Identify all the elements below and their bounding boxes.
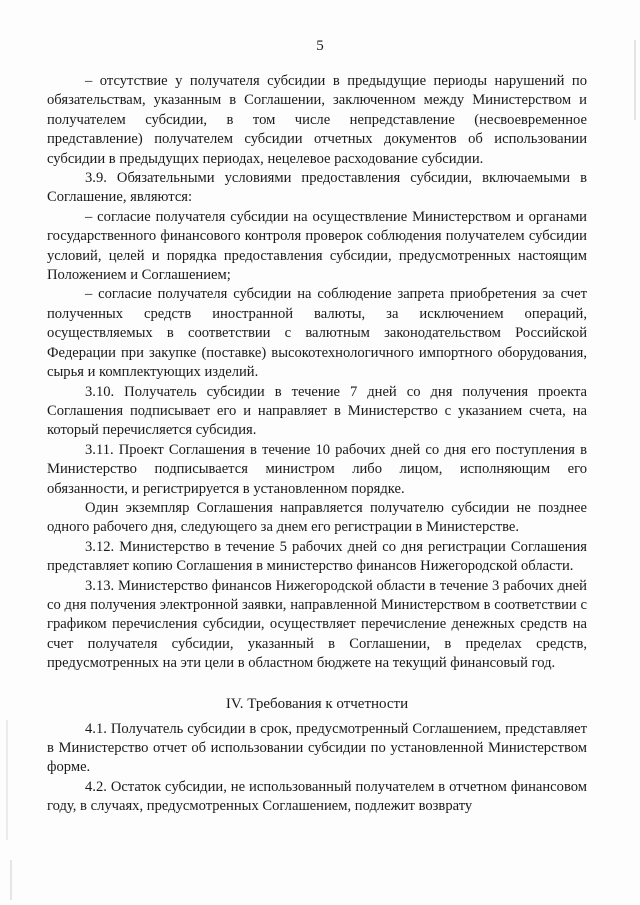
document-body xyxy=(47,72,587,817)
paragraph-4-1: 4.1. Получатель субсидии в срок, предусмотренный Соглашением, представляет в Министерство отчет об использовании субсидии по установленной Министерством форме. xyxy=(47,720,587,776)
paragraph-3-11: 3.11. Проект Соглашения в течение 10 рабочих дней со дня его поступления в Министерство подписывается министром либо лицом, исполняющим его обязанности, и регистрируется в установленном порядке. xyxy=(47,441,587,497)
paragraph-3-13: 3.13. Министерство финансов Нижегородской области в течение 3 рабочих дней со дня получения электронной заявки, направленной Министерством в соответствии с графиком перечисления субсидии, осуществляет перечисление денежных средств на счет получателя субсидии, указанный в Соглашении, в пределах средств, предусмотренных на эти цели в областном бюджете на текущий финансовый год. xyxy=(47,577,587,672)
section-heading: IV. Требования к отчетности xyxy=(225,695,409,712)
paragraph: – согласие получателя субсидии на соблюдение запрета приобретения за счет полученных средств иностранной валюты, за исключением операций, осуществляемых в соответствии с валютным законодательством Российской Федерации при закупке (поставке) высокотехнологичного импортного оборудования, сырья и комплектующих изделий. xyxy=(47,286,587,381)
paragraph-3-10: 3.10. Получатель субсидии в течение 7 дней со дня получения проекта Соглашения подписывает его и направляет в Министерство с указанием счета, на который перечисляется субсидия. xyxy=(47,383,587,439)
paragraph-3-12: 3.12. Министерство в течение 5 рабочих дней со дня регистрации Соглашения представляет копию Соглашения в министерство финансов Нижегородской области. xyxy=(47,538,587,575)
scan-edge-mark xyxy=(6,720,8,840)
paragraph: – согласие получателя субсидии на осуществление Министерством и органами государственного финансового контроля проверок соблюдения получателем субсидии условий, целей и порядка предоставления субсидии, предусмотренных настоящим Положением и Соглашением; xyxy=(47,208,587,284)
paragraph-3-9: 3.9. Обязательными условиями предоставления субсидии, включаемыми в Соглашение, являются: xyxy=(47,170,587,206)
paragraph: Один экземпляр Соглашения направляется получателю субсидии не позднее одного рабочего дня, следующего за днем его регистрации в Министерстве. xyxy=(47,499,587,536)
page-number: 5 xyxy=(316,38,324,54)
paragraph: – отсутствие у получателя субсидии в предыдущие периоды нарушений по обязательствам, указанным в Соглашении, заключенном между Министерством и получателем субсидии, в том числе непредставление (несвоевременное представление) получателем субсидии отчетных документов об использовании субсидии в предыдущих периодах, нецелевое расходование субсидии. xyxy=(47,73,587,167)
paragraph-4-2: 4.2. Остаток субсидии, не использованный получателем в отчетном финансовом году, в случаях, предусмотренных Соглашением, подлежит возврату xyxy=(47,778,587,815)
scan-edge-mark xyxy=(10,860,12,900)
